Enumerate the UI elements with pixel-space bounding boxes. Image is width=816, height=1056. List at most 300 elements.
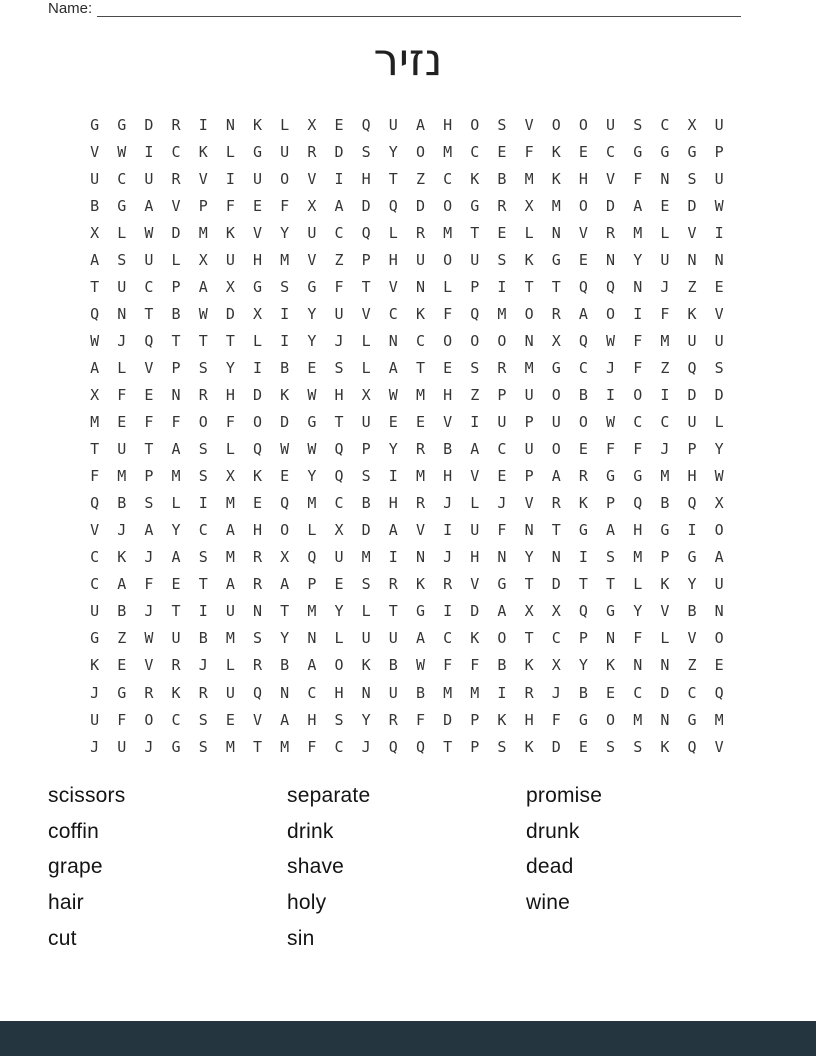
grid-letter: D	[551, 575, 561, 594]
grid-letter: U	[524, 385, 534, 404]
grid-letter: G	[687, 142, 697, 161]
grid-letter: V	[687, 223, 697, 242]
grid-letter: U	[90, 710, 100, 729]
grid-letter: K	[660, 737, 670, 756]
word-list-item: holy	[287, 891, 327, 915]
grid-letter: D	[714, 385, 724, 404]
grid-letter: E	[253, 494, 263, 513]
grid-letter: Y	[687, 575, 697, 594]
grid-letter: Y	[714, 440, 724, 459]
grid-letter: N	[253, 602, 263, 621]
grid-letter: X	[551, 656, 561, 675]
grid-letter: K	[497, 710, 507, 729]
grid-letter: K	[551, 169, 561, 188]
grid-letter: R	[415, 440, 425, 459]
grid-letter: T	[334, 413, 344, 432]
grid-letter: Q	[578, 331, 588, 350]
word-list-item: scissors	[48, 784, 126, 807]
grid-letter: K	[551, 142, 561, 161]
grid-letter: H	[470, 548, 480, 567]
grid-letter: L	[361, 331, 371, 350]
grid-letter: X	[307, 115, 317, 134]
grid-letter: L	[660, 223, 670, 242]
grid-letter: U	[714, 169, 724, 188]
grid-letter: S	[497, 115, 507, 134]
grid-letter: G	[307, 277, 317, 296]
grid-letter: B	[687, 602, 697, 621]
grid-letter: U	[660, 250, 670, 269]
grid-letter: P	[361, 250, 371, 269]
grid-letter: R	[415, 494, 425, 513]
grid-letter: Z	[687, 277, 697, 296]
grid-letter: R	[198, 683, 208, 702]
grid-letter: H	[443, 385, 453, 404]
grid-letter: E	[714, 277, 724, 296]
grid-letter: Z	[687, 656, 697, 675]
grid-letter: U	[361, 413, 371, 432]
grid-letter: V	[361, 304, 371, 323]
grid-letter: H	[524, 710, 534, 729]
grid-letter: T	[388, 602, 398, 621]
grid-letter: I	[443, 602, 453, 621]
grid-letter: J	[606, 358, 616, 377]
grid-letter: N	[415, 277, 425, 296]
grid-letter: Q	[388, 737, 398, 756]
grid-letter: A	[225, 521, 235, 540]
grid-letter: X	[361, 385, 371, 404]
grid-letter: G	[687, 548, 697, 567]
grid-letter: D	[470, 602, 480, 621]
grid-letter: P	[470, 737, 480, 756]
grid-letter: M	[90, 413, 100, 432]
grid-letter: K	[253, 467, 263, 486]
grid-letter: S	[714, 358, 724, 377]
grid-letter: Y	[171, 521, 181, 540]
grid-letter: H	[388, 250, 398, 269]
grid-letter: P	[578, 629, 588, 648]
grid-letter: P	[171, 277, 181, 296]
grid-letter: N	[388, 331, 398, 350]
grid-letter: P	[198, 196, 208, 215]
grid-letter: V	[578, 223, 588, 242]
grid-letter: P	[470, 710, 480, 729]
grid-letter: G	[117, 196, 127, 215]
grid-letter: O	[334, 656, 344, 675]
grid-letter: S	[198, 440, 208, 459]
grid-letter: M	[415, 467, 425, 486]
grid-letter: M	[280, 737, 290, 756]
grid-letter: T	[606, 575, 616, 594]
grid-letter: R	[388, 575, 398, 594]
grid-letter: I	[198, 115, 208, 134]
grid-letter: J	[443, 494, 453, 513]
grid-letter: Y	[578, 656, 588, 675]
grid-letter: J	[90, 683, 100, 702]
grid-letter: W	[144, 629, 154, 648]
grid-letter: X	[551, 331, 561, 350]
grid-letter: G	[253, 142, 263, 161]
grid-letter: Y	[225, 358, 235, 377]
grid-letter: W	[714, 467, 724, 486]
grid-letter: T	[415, 358, 425, 377]
grid-letter: X	[687, 115, 697, 134]
grid-letter: C	[606, 142, 616, 161]
grid-letter: C	[633, 413, 643, 432]
grid-letter: N	[415, 548, 425, 567]
grid-letter: C	[171, 710, 181, 729]
grid-letter: A	[171, 548, 181, 567]
word-list-item: wine	[526, 891, 570, 915]
grid-letter: T	[144, 304, 154, 323]
grid-letter: F	[225, 196, 235, 215]
grid-letter: E	[117, 413, 127, 432]
grid-letter: C	[443, 169, 453, 188]
grid-letter: O	[578, 413, 588, 432]
grid-letter: L	[225, 440, 235, 459]
grid-letter: Q	[253, 440, 263, 459]
grid-letter: T	[470, 223, 480, 242]
grid-letter: M	[714, 710, 724, 729]
grid-letter: R	[578, 467, 588, 486]
grid-letter: N	[280, 683, 290, 702]
grid-letter: Q	[90, 304, 100, 323]
grid-letter: B	[415, 683, 425, 702]
grid-letter: S	[497, 737, 507, 756]
grid-letter: O	[253, 413, 263, 432]
grid-letter: G	[687, 710, 697, 729]
grid-letter: J	[90, 737, 100, 756]
grid-letter: Y	[307, 331, 317, 350]
grid-letter: U	[714, 331, 724, 350]
grid-letter: W	[307, 385, 317, 404]
grid-letter: M	[225, 737, 235, 756]
grid-letter: B	[361, 494, 371, 513]
grid-letter: Q	[415, 737, 425, 756]
grid-letter: C	[90, 575, 100, 594]
word-list-item: promise	[526, 784, 603, 807]
grid-letter: B	[280, 656, 290, 675]
grid-letter: I	[280, 304, 290, 323]
grid-letter: N	[524, 521, 534, 540]
grid-letter: U	[388, 115, 398, 134]
grid-letter: L	[660, 629, 670, 648]
grid-letter: O	[714, 521, 724, 540]
grid-letter: T	[578, 575, 588, 594]
grid-letter: O	[578, 196, 588, 215]
grid-letter: I	[198, 602, 208, 621]
grid-letter: Z	[660, 358, 670, 377]
grid-letter: Q	[606, 277, 616, 296]
grid-letter: V	[524, 494, 534, 513]
name-blank-line	[97, 1, 741, 17]
grid-letter: E	[171, 575, 181, 594]
grid-letter: R	[415, 223, 425, 242]
grid-letter: D	[144, 115, 154, 134]
grid-letter: N	[551, 548, 561, 567]
grid-letter: Q	[307, 548, 317, 567]
grid-letter: F	[633, 169, 643, 188]
grid-letter: S	[606, 737, 616, 756]
grid-letter: G	[497, 575, 507, 594]
grid-letter: K	[198, 142, 208, 161]
grid-letter: N	[660, 169, 670, 188]
grid-letter: F	[606, 440, 616, 459]
grid-letter: Q	[633, 494, 643, 513]
grid-letter: R	[253, 548, 263, 567]
grid-letter: I	[198, 494, 208, 513]
grid-letter: K	[415, 304, 425, 323]
footer-bar	[0, 1021, 816, 1056]
grid-letter: U	[90, 602, 100, 621]
grid-letter: N	[307, 629, 317, 648]
grid-letter: U	[334, 304, 344, 323]
letter-grid	[81, 111, 733, 760]
grid-letter: I	[633, 304, 643, 323]
grid-letter: L	[307, 521, 317, 540]
grid-letter: M	[551, 196, 561, 215]
grid-letter: J	[660, 440, 670, 459]
grid-letter: U	[415, 250, 425, 269]
grid-letter: S	[633, 115, 643, 134]
grid-letter: T	[524, 277, 534, 296]
grid-letter: N	[660, 710, 670, 729]
grid-letter: A	[334, 196, 344, 215]
grid-letter: A	[307, 656, 317, 675]
grid-letter: U	[551, 413, 561, 432]
grid-letter: T	[361, 277, 371, 296]
grid-letter: S	[361, 467, 371, 486]
grid-letter: U	[334, 548, 344, 567]
grid-letter: C	[171, 142, 181, 161]
grid-letter: G	[633, 142, 643, 161]
grid-letter: U	[470, 521, 480, 540]
grid-letter: M	[307, 494, 317, 513]
grid-letter: F	[633, 331, 643, 350]
grid-letter: T	[443, 737, 453, 756]
grid-letter: M	[524, 358, 534, 377]
grid-letter: N	[714, 250, 724, 269]
grid-letter: B	[117, 602, 127, 621]
grid-letter: F	[225, 413, 235, 432]
grid-letter: S	[198, 737, 208, 756]
grid-letter: K	[578, 494, 588, 513]
grid-letter: F	[334, 277, 344, 296]
grid-letter: W	[606, 413, 616, 432]
grid-letter: W	[307, 440, 317, 459]
grid-letter: D	[171, 223, 181, 242]
grid-letter: O	[606, 710, 616, 729]
grid-letter: C	[144, 277, 154, 296]
grid-letter: I	[443, 521, 453, 540]
grid-letter: S	[633, 737, 643, 756]
grid-letter: A	[714, 548, 724, 567]
grid-letter: I	[578, 548, 588, 567]
grid-letter: A	[388, 521, 398, 540]
grid-letter: N	[524, 331, 534, 350]
grid-letter: P	[524, 467, 534, 486]
grid-letter: C	[578, 358, 588, 377]
grid-letter: E	[334, 115, 344, 134]
grid-letter: Q	[253, 683, 263, 702]
grid-letter: V	[253, 223, 263, 242]
grid-letter: P	[606, 494, 616, 513]
grid-letter: A	[198, 277, 208, 296]
grid-letter: U	[388, 683, 398, 702]
grid-letter: K	[415, 575, 425, 594]
grid-letter: D	[660, 683, 670, 702]
grid-letter: A	[225, 575, 235, 594]
grid-letter: O	[443, 331, 453, 350]
word-column-2	[287, 778, 370, 957]
grid-letter: A	[117, 575, 127, 594]
grid-letter: M	[524, 169, 534, 188]
grid-letter: Q	[578, 602, 588, 621]
grid-letter: H	[253, 521, 263, 540]
grid-letter: O	[470, 331, 480, 350]
grid-letter: H	[225, 385, 235, 404]
grid-letter: K	[171, 683, 181, 702]
grid-letter: C	[334, 223, 344, 242]
grid-letter: M	[225, 494, 235, 513]
grid-letter: S	[280, 277, 290, 296]
grid-letter: O	[551, 385, 561, 404]
grid-letter: T	[171, 602, 181, 621]
grid-letter: R	[307, 142, 317, 161]
word-column-1	[48, 778, 125, 957]
grid-letter: Y	[524, 548, 534, 567]
grid-letter: R	[497, 196, 507, 215]
grid-letter: F	[280, 196, 290, 215]
grid-letter: P	[660, 548, 670, 567]
grid-letter: V	[90, 142, 100, 161]
grid-letter: B	[443, 440, 453, 459]
grid-letter: U	[687, 331, 697, 350]
grid-letter: I	[714, 223, 724, 242]
grid-letter: R	[144, 683, 154, 702]
grid-letter: U	[280, 142, 290, 161]
grid-letter: H	[443, 467, 453, 486]
grid-letter: S	[606, 548, 616, 567]
grid-letter: M	[497, 304, 507, 323]
grid-letter: E	[578, 737, 588, 756]
grid-letter: X	[334, 521, 344, 540]
grid-letter: B	[578, 683, 588, 702]
grid-letter: F	[90, 467, 100, 486]
grid-letter: T	[225, 331, 235, 350]
grid-letter: M	[307, 602, 317, 621]
word-list-item: separate	[287, 784, 371, 807]
grid-letter: S	[144, 494, 154, 513]
grid-letter: B	[578, 385, 588, 404]
grid-letter: G	[117, 683, 127, 702]
grid-letter: Q	[714, 683, 724, 702]
grid-letter: C	[415, 331, 425, 350]
grid-letter: K	[117, 548, 127, 567]
grid-letter: J	[117, 331, 127, 350]
grid-letter: S	[117, 250, 127, 269]
grid-letter: C	[307, 683, 317, 702]
grid-letter: I	[388, 467, 398, 486]
grid-letter: K	[524, 656, 534, 675]
grid-letter: N	[687, 250, 697, 269]
grid-letter: P	[497, 385, 507, 404]
grid-letter: O	[443, 196, 453, 215]
grid-letter: C	[470, 142, 480, 161]
grid-letter: F	[551, 710, 561, 729]
grid-letter: J	[497, 494, 507, 513]
grid-letter: T	[144, 440, 154, 459]
grid-letter: T	[253, 737, 263, 756]
word-list-item: sin	[287, 926, 315, 950]
grid-letter: U	[117, 440, 127, 459]
grid-letter: R	[253, 575, 263, 594]
grid-letter: W	[280, 440, 290, 459]
grid-letter: E	[415, 413, 425, 432]
grid-letter: F	[633, 629, 643, 648]
grid-letter: Y	[633, 250, 643, 269]
grid-letter: E	[334, 575, 344, 594]
grid-letter: R	[253, 656, 263, 675]
grid-letter: V	[714, 304, 724, 323]
grid-letter: G	[578, 710, 588, 729]
grid-letter: Q	[334, 440, 344, 459]
grid-letter: A	[144, 521, 154, 540]
grid-letter: C	[334, 494, 344, 513]
grid-letter: V	[171, 196, 181, 215]
grid-letter: A	[497, 602, 507, 621]
grid-letter: N	[660, 656, 670, 675]
grid-letter: S	[198, 710, 208, 729]
grid-letter: K	[470, 169, 480, 188]
grid-letter: S	[334, 710, 344, 729]
grid-letter: G	[606, 602, 616, 621]
grid-letter: V	[144, 656, 154, 675]
grid-letter: O	[497, 331, 507, 350]
grid-letter: P	[361, 440, 371, 459]
grid-letter: E	[606, 683, 616, 702]
grid-letter: C	[90, 548, 100, 567]
grid-letter: L	[117, 223, 127, 242]
grid-letter: O	[714, 629, 724, 648]
grid-letter: R	[198, 385, 208, 404]
grid-letter: F	[470, 656, 480, 675]
grid-letter: I	[497, 683, 507, 702]
grid-letter: D	[687, 385, 697, 404]
grid-letter: R	[171, 169, 181, 188]
word-list-item: coffin	[48, 819, 100, 843]
grid-letter: J	[443, 548, 453, 567]
grid-letter: W	[144, 223, 154, 242]
grid-letter: N	[633, 277, 643, 296]
grid-letter: M	[443, 223, 453, 242]
grid-letter: S	[470, 358, 480, 377]
grid-letter: O	[578, 115, 588, 134]
grid-letter: C	[443, 629, 453, 648]
grid-letter: W	[415, 656, 425, 675]
grid-letter: G	[470, 196, 480, 215]
grid-letter: M	[633, 710, 643, 729]
grid-letter: C	[687, 683, 697, 702]
grid-letter: U	[225, 602, 235, 621]
grid-letter: F	[633, 358, 643, 377]
grid-letter: S	[497, 250, 507, 269]
grid-letter: O	[415, 142, 425, 161]
grid-letter: I	[497, 277, 507, 296]
grid-letter: E	[443, 358, 453, 377]
grid-letter: I	[144, 142, 154, 161]
grid-letter: P	[470, 277, 480, 296]
grid-letter: E	[497, 223, 507, 242]
